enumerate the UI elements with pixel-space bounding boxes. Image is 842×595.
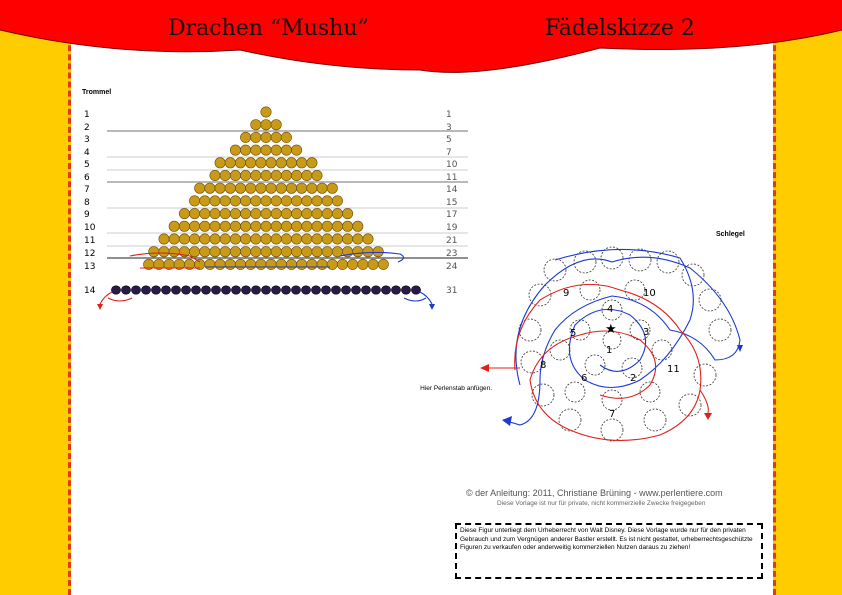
row-label: 9 [84, 210, 90, 220]
bead [271, 196, 281, 206]
row-label: 6 [84, 173, 90, 183]
bead [240, 208, 250, 218]
bead [240, 170, 250, 180]
title-sketch-number: Fädelskizze 2 [545, 16, 695, 41]
star-icon: ★ [605, 321, 617, 336]
bead [256, 183, 266, 193]
bead [215, 158, 225, 168]
bead [251, 286, 260, 294]
bead [332, 196, 342, 206]
bead [312, 196, 322, 206]
attach-bead-rod-hint: Hier Perlenstab anfügen. [420, 385, 492, 392]
bead [286, 183, 296, 193]
bead [220, 170, 230, 180]
bead-count: 7 [446, 148, 452, 158]
bead [302, 234, 312, 244]
bead [151, 286, 160, 294]
bead [211, 286, 220, 294]
bead [297, 158, 307, 168]
row-label: 3 [84, 135, 90, 145]
bead [291, 145, 301, 155]
bead-count: 19 [446, 223, 458, 233]
bead [189, 196, 199, 206]
bead [317, 259, 327, 269]
bead [169, 221, 179, 231]
bead [353, 247, 363, 257]
cell-number: 8 [540, 360, 547, 371]
bead [210, 170, 220, 180]
row-label: 13 [84, 262, 96, 272]
bead [361, 286, 370, 294]
bead [276, 259, 286, 269]
bead [271, 286, 280, 294]
bead [251, 234, 261, 244]
bead [281, 221, 291, 231]
bead [230, 247, 240, 257]
bead [200, 208, 210, 218]
bead [322, 208, 332, 218]
schlegel-diagram [480, 247, 743, 441]
bead [240, 247, 250, 257]
bead [210, 208, 220, 218]
bead [301, 286, 310, 294]
trommel-bead-counts [446, 110, 458, 296]
bead [332, 208, 342, 218]
bead [271, 234, 281, 244]
arrow-icon [429, 304, 435, 310]
bead [322, 234, 332, 244]
bead [322, 221, 332, 231]
bead-count: 24 [446, 262, 458, 272]
bead [179, 234, 189, 244]
bead [141, 286, 150, 294]
bead [281, 247, 291, 257]
usage-note: Diese Vorlage ist nur für private, nicht kommerzielle Zwecke freigegeben [497, 500, 706, 507]
bead [378, 259, 388, 269]
cell-number: 1 [606, 345, 613, 356]
bead [235, 158, 245, 168]
arrow-icon [480, 364, 489, 372]
bead [291, 234, 301, 244]
bead [312, 234, 322, 244]
bead [302, 196, 312, 206]
bead [220, 234, 230, 244]
bead [297, 183, 307, 193]
arrow-icon [97, 304, 103, 310]
bead [210, 221, 220, 231]
bead [210, 247, 220, 257]
bead [261, 107, 271, 117]
row-label: 1 [84, 110, 90, 120]
bead [312, 247, 322, 257]
bead [246, 183, 256, 193]
bead [363, 247, 373, 257]
bead [189, 247, 199, 257]
bead [179, 208, 189, 218]
bead [205, 259, 215, 269]
bead [327, 259, 337, 269]
bead [225, 158, 235, 168]
bead [251, 170, 261, 180]
bead [169, 247, 179, 257]
bead [291, 286, 300, 294]
bead [291, 247, 301, 257]
bead [358, 259, 368, 269]
cell-number: 5 [570, 328, 577, 339]
bead [307, 259, 317, 269]
bead [312, 221, 322, 231]
bead [363, 234, 373, 244]
bead [266, 158, 276, 168]
bead [271, 120, 281, 130]
bead [240, 221, 250, 231]
cell-number: 3 [643, 327, 650, 338]
bead [327, 183, 337, 193]
bead [230, 221, 240, 231]
bead [201, 286, 210, 294]
cell-number: 11 [667, 364, 680, 375]
bead [371, 286, 380, 294]
bead [332, 221, 342, 231]
bead [311, 286, 320, 294]
bead [256, 158, 266, 168]
bead [220, 221, 230, 231]
bead [342, 234, 352, 244]
bead [281, 170, 291, 180]
bead [266, 183, 276, 193]
bead [322, 247, 332, 257]
bead [373, 247, 383, 257]
bead [302, 221, 312, 231]
bead-count: 15 [446, 198, 458, 208]
bead [230, 234, 240, 244]
bead [200, 247, 210, 257]
bead [411, 286, 420, 294]
bead [271, 247, 281, 257]
bead-count: 14 [446, 185, 458, 195]
bead [261, 145, 271, 155]
bead [391, 286, 400, 294]
bead [302, 208, 312, 218]
arrow-icon [704, 413, 712, 420]
bead [266, 259, 276, 269]
bead [297, 259, 307, 269]
bead [271, 132, 281, 142]
bead [235, 259, 245, 269]
bead [221, 286, 230, 294]
bead [191, 286, 200, 294]
bead-count: 10 [446, 160, 458, 170]
bead [281, 234, 291, 244]
bead [251, 208, 261, 218]
schlegel-label: Schlegel [716, 231, 745, 238]
bead [159, 234, 169, 244]
trommel-row-labels [84, 110, 96, 296]
bead [342, 208, 352, 218]
bead [200, 221, 210, 231]
bead [220, 208, 230, 218]
bead [261, 286, 270, 294]
row-label: 11 [84, 236, 96, 246]
bead [261, 221, 271, 231]
bead [261, 170, 271, 180]
bead [322, 196, 332, 206]
bead [240, 234, 250, 244]
bead [240, 145, 250, 155]
bead [281, 132, 291, 142]
bead [220, 196, 230, 206]
bead [331, 286, 340, 294]
row-label: 2 [84, 123, 90, 133]
bead [169, 234, 179, 244]
bead [401, 286, 410, 294]
trommel-label: Trommel [82, 89, 112, 96]
trommel-bead-pyramid [111, 107, 420, 294]
cell-number: 6 [581, 373, 588, 384]
bead [111, 286, 120, 294]
bead [348, 259, 358, 269]
cell-number: 10 [643, 288, 656, 299]
bead-count: 1 [446, 110, 452, 120]
bead [381, 286, 390, 294]
bead [205, 183, 215, 193]
bead [200, 234, 210, 244]
bead [230, 196, 240, 206]
bead [220, 247, 230, 257]
bead [261, 208, 271, 218]
row-label: 10 [84, 223, 96, 233]
bead [281, 145, 291, 155]
bead [276, 158, 286, 168]
bead [271, 208, 281, 218]
cell-number: 2 [630, 373, 637, 384]
row-label: 7 [84, 185, 90, 195]
bead [121, 286, 130, 294]
bead [281, 286, 290, 294]
bead [256, 259, 266, 269]
bead [337, 259, 347, 269]
row-label: 8 [84, 198, 90, 208]
row-label: 4 [84, 148, 90, 158]
bead [171, 286, 180, 294]
bead [281, 196, 291, 206]
bead [240, 196, 250, 206]
title-dragon-name: Drachen “Mushu” [168, 16, 369, 41]
bead [189, 234, 199, 244]
bead-count: 3 [446, 123, 452, 133]
bead [312, 170, 322, 180]
bead [251, 132, 261, 142]
bead [351, 286, 360, 294]
bead [189, 221, 199, 231]
bead [321, 286, 330, 294]
bead [210, 196, 220, 206]
bead [261, 120, 271, 130]
bead-count: 31 [446, 286, 458, 296]
bead [246, 259, 256, 269]
bead [215, 259, 225, 269]
arrow-icon [502, 416, 512, 426]
bead [200, 196, 210, 206]
bead [271, 170, 281, 180]
bead-count: 5 [446, 135, 452, 145]
bead [368, 259, 378, 269]
bead [161, 286, 170, 294]
bead-count: 21 [446, 236, 458, 246]
bead [195, 183, 205, 193]
bead [271, 145, 281, 155]
bead [317, 183, 327, 193]
bead-count: 17 [446, 210, 458, 220]
bead [241, 286, 250, 294]
bead [131, 286, 140, 294]
bead [286, 158, 296, 168]
bead [225, 259, 235, 269]
bead [261, 247, 271, 257]
bead [225, 183, 235, 193]
bead [181, 286, 190, 294]
bead [189, 208, 199, 218]
bead [353, 234, 363, 244]
bead [231, 286, 240, 294]
bead [230, 208, 240, 218]
bead [230, 145, 240, 155]
bead [261, 196, 271, 206]
bead [240, 132, 250, 142]
bead-count: 23 [446, 249, 458, 259]
bead [235, 183, 245, 193]
bead [261, 132, 271, 142]
bead [251, 247, 261, 257]
bead [261, 234, 271, 244]
copyright-line: © der Anleitung: 2011, Christiane Brüning - www.perlentiere.com [466, 488, 723, 498]
bead-count: 11 [446, 173, 458, 183]
bead [332, 234, 342, 244]
bead [149, 247, 159, 257]
bead [353, 221, 363, 231]
bead [286, 259, 296, 269]
cell-number: 7 [609, 409, 616, 420]
bead [291, 196, 301, 206]
cell-number: 9 [563, 288, 570, 299]
bead [276, 183, 286, 193]
bead [210, 234, 220, 244]
bead [179, 221, 189, 231]
bead [342, 221, 352, 231]
copyright-notice-box: Diese Figur unterliegt dem Urheberrecht von Walt Disney. Diese Vorlage wurde nur für den privaten Gebrauch und zum Vergnügen anderer Bastler erstellt. Es ist nicht gestattet, urheberrechtsgeschützte Figuren zu verkaufen oder anderweitig kommerziellen Nutzen daraus zu ziehen! [455, 523, 763, 579]
bead [291, 221, 301, 231]
bead [302, 247, 312, 257]
bead [159, 247, 169, 257]
bead [230, 170, 240, 180]
row-label: 5 [84, 160, 90, 170]
bead [271, 221, 281, 231]
bead [307, 183, 317, 193]
bead [291, 170, 301, 180]
cell-number: 4 [607, 304, 614, 315]
row-label: 12 [84, 249, 96, 259]
bead [312, 208, 322, 218]
row-label: 14 [84, 286, 96, 296]
bead [251, 120, 261, 130]
bead [251, 145, 261, 155]
bead [291, 208, 301, 218]
bead [215, 183, 225, 193]
bead [251, 221, 261, 231]
bead [302, 170, 312, 180]
bead [281, 208, 291, 218]
bead [307, 158, 317, 168]
bead [246, 158, 256, 168]
bead [251, 196, 261, 206]
bead [341, 286, 350, 294]
